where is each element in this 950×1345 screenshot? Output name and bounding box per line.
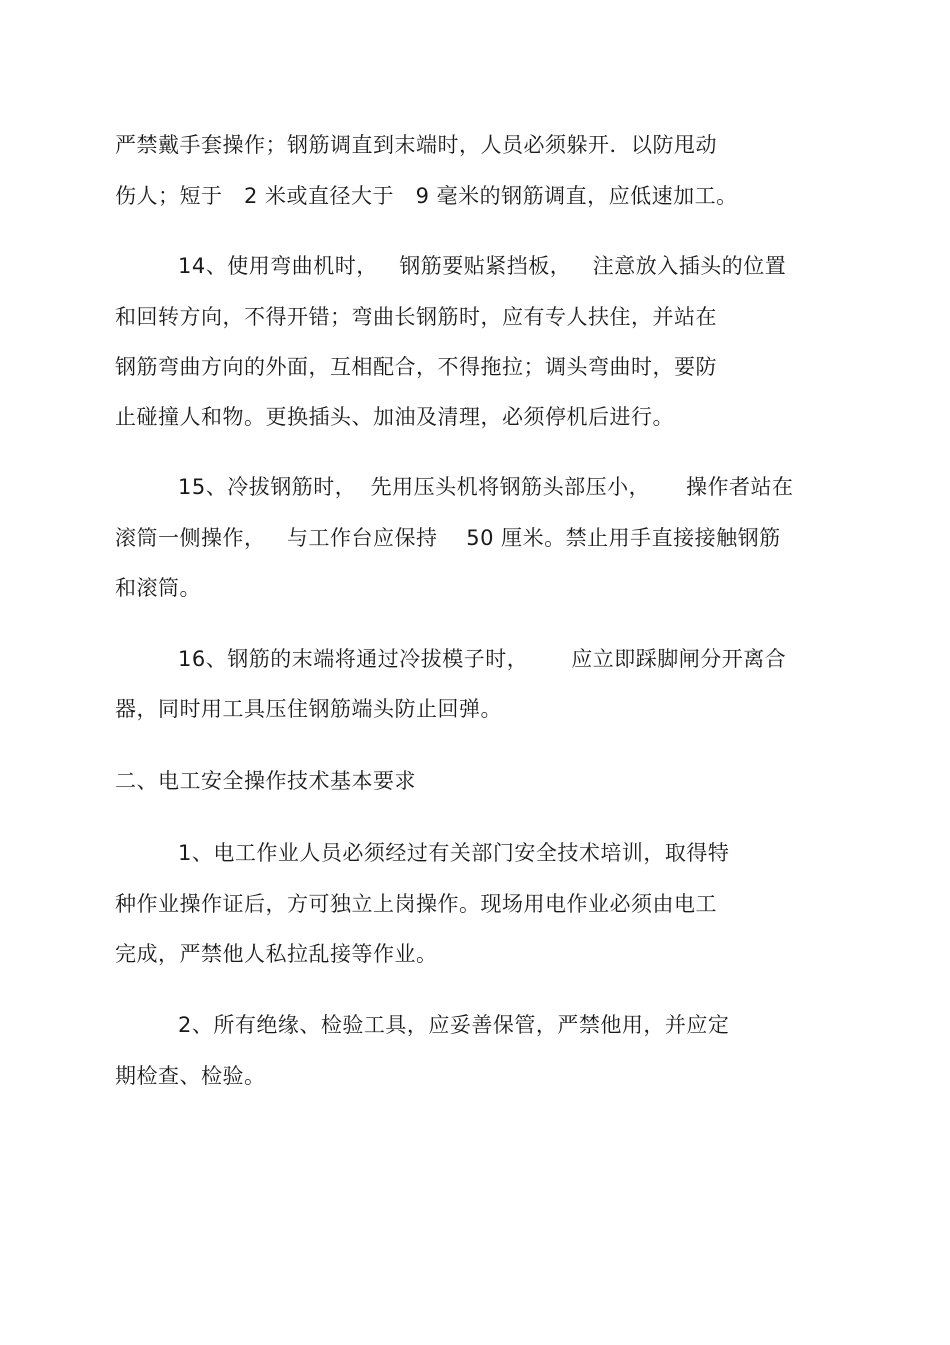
electrician-item-2-line-2: 期检查、检验。 <box>115 1064 266 1088</box>
paragraph-13-line-2: 严禁戴手套操作；钢筋调直到末端时，人员必须躲开．以防甩动 <box>115 133 717 157</box>
electrician-item-1-line-2: 种作业操作证后，方可独立上岗操作。现场用电作业必须由电工 <box>115 892 717 916</box>
paragraph-16-line-1: 16、钢筋的末端将通过冷拔模子时， 应立即踩脚闸分开离合 <box>178 647 787 671</box>
paragraph-15-line-3: 和滚筒。 <box>115 576 201 600</box>
paragraph-14-line-4: 止碰撞人和物。更换插头、加油及清理，必须停机后进行。 <box>115 405 674 429</box>
paragraph-15-line-1: 15、冷拔钢筋时， 先用压头机将钢筋头部压小， 操作者站在 <box>178 475 794 499</box>
paragraph-14-line-1: 14、使用弯曲机时， 钢筋要贴紧挡板， 注意放入插头的位置 <box>178 254 787 278</box>
paragraph-15-line-2: 滚筒一侧操作， 与工作台应保持 50 厘米。禁止用手直接接触钢筋 <box>115 526 781 550</box>
electrician-item-2-line-1: 2、所有绝缘、检验工具，应妥善保管，严禁他用，并应定 <box>178 1013 730 1037</box>
electrician-item-1-line-1: 1、电工作业人员必须经过有关部门安全技术培训，取得特 <box>178 841 730 865</box>
paragraph-14-line-2: 和回转方向，不得开错；弯曲长钢筋时，应有专人扶住，并站在 <box>115 305 717 329</box>
paragraph-13-line-3: 伤人；短于 2 米或直径大于 9 毫米的钢筋调直，应低速加工。 <box>115 184 738 208</box>
paragraph-16-line-2: 器，同时用工具压住钢筋端头防止回弹。 <box>115 697 502 721</box>
electrician-item-1-line-3: 完成，严禁他人私拉乱接等作业。 <box>115 942 438 966</box>
section-heading: 二、电工安全操作技术基本要求 <box>115 769 416 793</box>
paragraph-14-line-3: 钢筋弯曲方向的外面，互相配合，不得拖拉；调头弯曲时，要防 <box>115 355 717 379</box>
